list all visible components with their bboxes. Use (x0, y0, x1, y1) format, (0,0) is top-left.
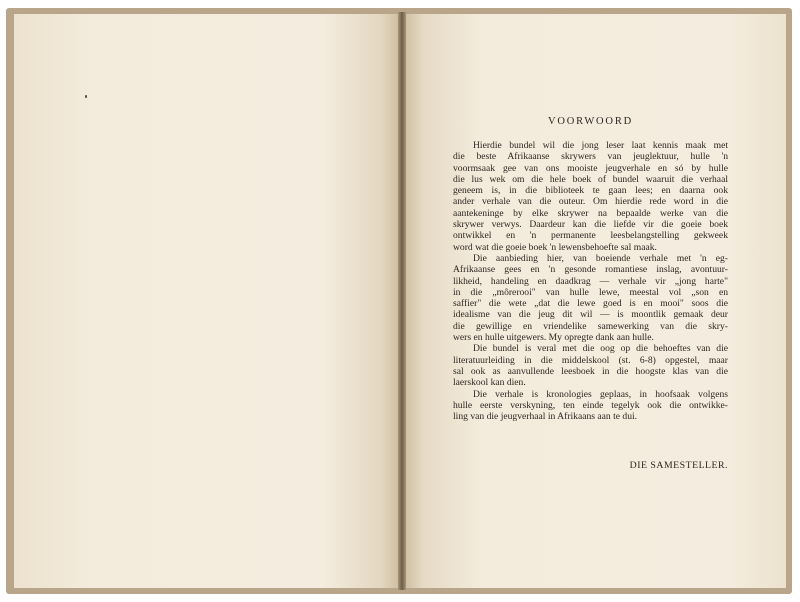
text-line: in die „môrerooi" van hulle lewe, meestal vol „son en (453, 286, 728, 298)
paragraph-1 (453, 140, 728, 253)
text-line: hulle eerste verskyning, ten einde tegelyk ook die ontwikke- (453, 399, 728, 411)
text-line: die lus wek om die hele boek of bundel waaruit die verhaal (453, 173, 728, 185)
text-line: Die aanbieding hier, van boeiende verhale met 'n eg- (473, 252, 728, 264)
paper-speck (85, 95, 87, 98)
text-line: Die bundel is veral met die oog op die behoeftes van die (473, 343, 728, 355)
text-line: aantekeninge by elke skrywer na bepaalde werke van die (453, 207, 728, 219)
text-line: word wat die goeie boek 'n lewensbehoefte sal maak. (453, 241, 657, 253)
text-line: ander verhale van die outeur. Om hierdie rede word in die (453, 196, 728, 208)
text-line: skrywer verwys. Daardeur kan die liefde vir die goeie boek (453, 219, 728, 231)
left-page (14, 14, 400, 588)
paragraph-3 (453, 343, 728, 388)
text-line: Die verhale is kronologies geplaas, in hoofsaak volgens (473, 388, 728, 400)
paragraph-4 (453, 389, 728, 423)
text-line: die beste Afrikaanse skrywers van jeuglektuur, hulle 'n (453, 151, 728, 163)
text-line: Afrikaanse gees en 'n gesonde romantiese inslag, avontuur- (453, 264, 728, 276)
text-line: ontwikkel en 'n permanente leesbelangstelling gekweek (453, 230, 728, 242)
book-gutter (398, 12, 406, 590)
text-line: idealisme van die jeug dit wil — is moontlik gemaak deur (453, 309, 728, 321)
text-line: literatuurleiding in die middelskool (st. 6-8) opgestel, maar (453, 354, 728, 366)
text-line: voormsaak gee van ons mooiste jeugverhale en só by hulle (453, 162, 728, 174)
text-line: sal ook as aanvullende leesboek in die hoogste klas van die (453, 365, 728, 377)
foreword-text (453, 116, 728, 422)
text-line: die gewillige en vriendelike samewerking van die skry- (453, 320, 728, 332)
text-line: saffier" die wete „dat die lewe goed is en mooi" soos die (453, 298, 728, 310)
text-line: laerskool kan dien. (453, 377, 526, 389)
text-line: wers en hulle uitgewers. My opregte dank aan hulle. (453, 332, 654, 344)
text-line: ling van die jeugverhaal in Afrikaans aan te dui. (453, 411, 638, 423)
text-line: geneem is, in die biblioteek te gaan lees; en daarna ook (453, 185, 728, 197)
paragraph-2 (453, 253, 728, 343)
text-line: likheid, handeling en daadkrag — verhale vir „jong harte" (453, 275, 728, 287)
signature: DIE SAMESTELLER. (629, 460, 728, 471)
text-line: Hierdie bundel wil die jong leser laat kennis maak met (473, 140, 728, 151)
page-heading: VOORWOORD (547, 116, 634, 127)
